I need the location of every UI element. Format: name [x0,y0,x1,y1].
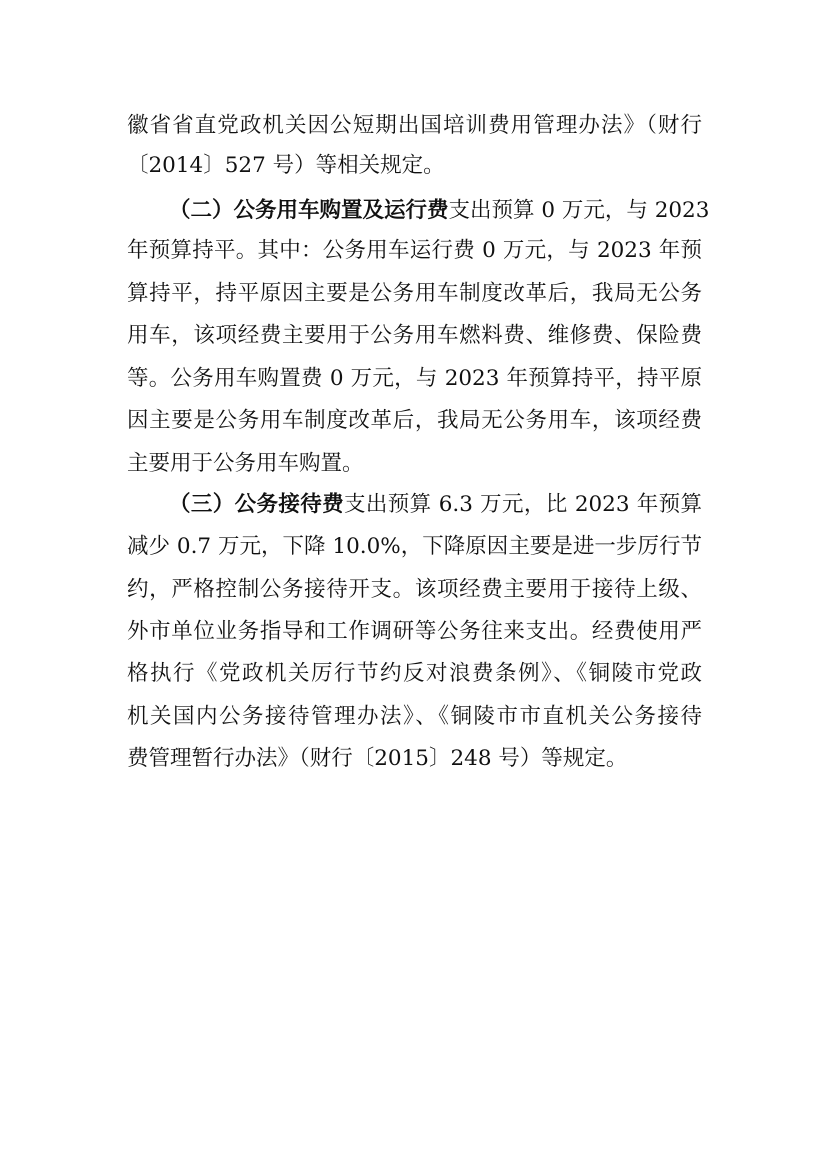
paragraph-line: 约，严格控制公务接待开支。该项经费主要用于接待上级、 [127,577,702,602]
paragraph-line: 〔2014〕527 号）等相关规定。 [127,153,445,178]
paragraph-line: 格执行《党政机关厉行节约反对浪费条例》、《铜陵市党政 [127,661,702,686]
section-2-first-line-text: 支出预算 0 万元，与 2023 [448,198,710,223]
paragraph-line: 徽省省直党政机关因公短期出国培训费用管理办法》（财行 [127,113,702,138]
paragraph-line: 等。公务用车购置费 0 万元，与 2023 年预算持平，持平原 [127,366,702,391]
paragraph-line: 因主要是公务用车制度改革后，我局无公务用车，该项经费 [127,408,702,433]
section-3-first-line [169,485,702,525]
section-2-heading: （二）公务用车购置及运行费 [169,198,449,223]
section-3-heading: （三）公务接待费 [169,492,344,517]
section-2-first-line [169,191,710,231]
paragraph-line: 机关国内公务接待管理办法》、《铜陵市市直机关公务接待 [127,704,702,729]
paragraph-line: 外市单位业务指导和工作调研等公务往来支出。经费使用严 [127,619,702,644]
section-3-first-line-text: 支出预算 6.3 万元，比 2023 年预算 [344,492,702,517]
paragraph-line: 用车，该项经费主要用于公务用车燃料费、维修费、保险费 [127,323,702,348]
paragraph-line: 算持平，持平原因主要是公务用车制度改革后，我局无公务 [127,281,702,306]
paragraph-line: 年预算持平。其中：公务用车运行费 0 万元，与 2023 年预 [127,238,702,263]
paragraph-line: 主要用于公务用车购置。 [127,451,364,476]
paragraph-line: 费管理暂行办法》（财行〔2015〕248 号）等规定。 [127,746,628,771]
paragraph-line: 减少 0.7 万元，下降 10.0%，下降原因主要是进一步厉行节 [127,534,702,559]
